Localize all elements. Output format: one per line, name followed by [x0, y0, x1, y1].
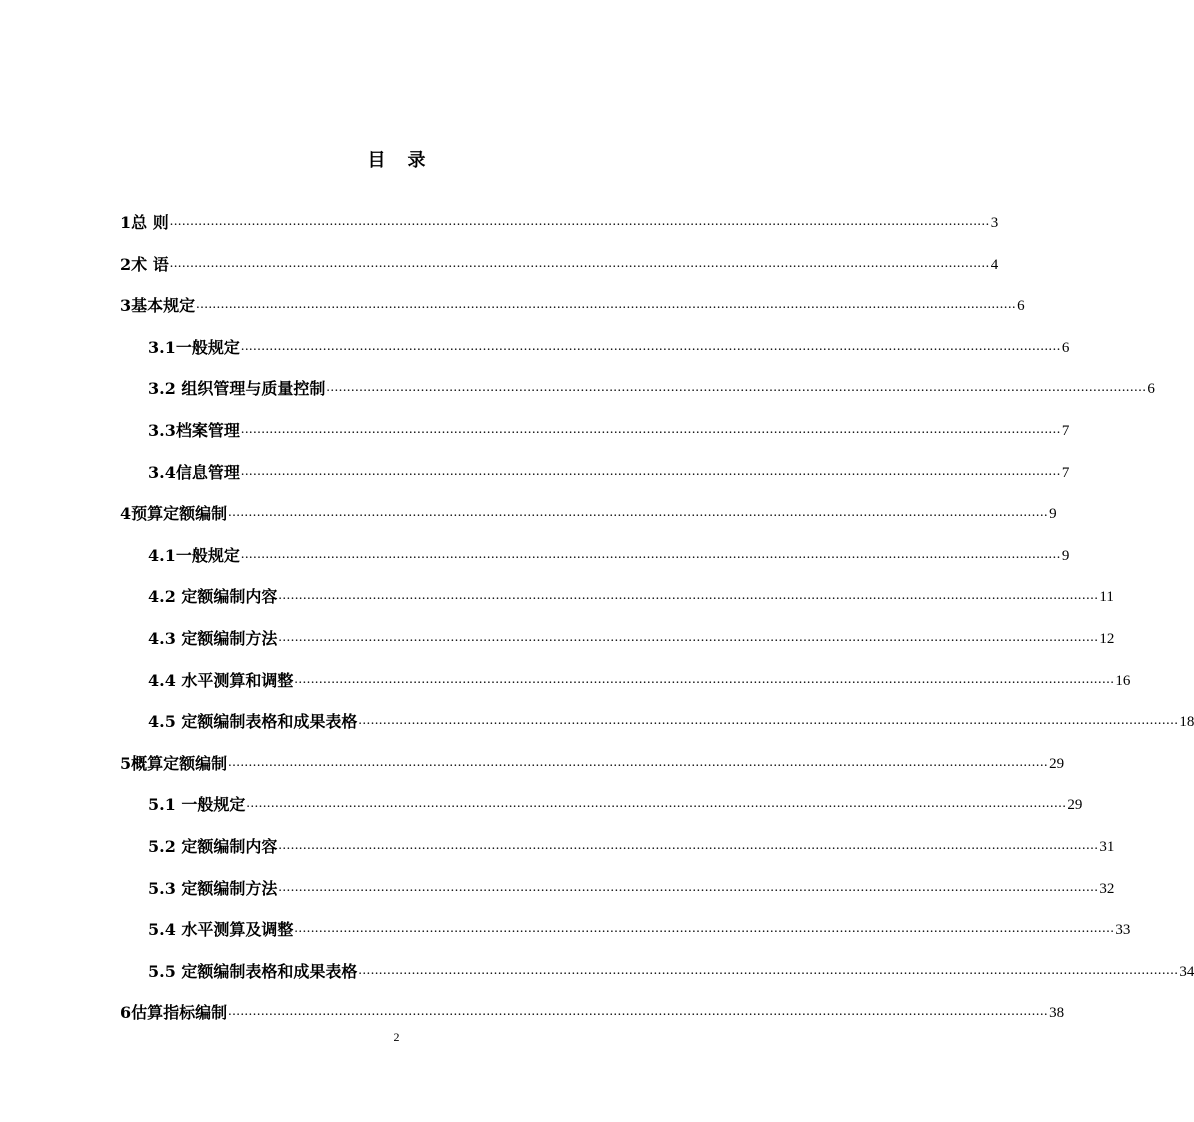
- toc-entry-page: 7: [1061, 464, 1070, 481]
- title-char-1: 目: [367, 150, 386, 171]
- toc-entry-number: 4.1: [148, 545, 176, 565]
- toc-entry-page: 32: [1099, 880, 1115, 897]
- toc-leader-dots: ........................................................................................................................................................................................................: [278, 630, 1099, 645]
- toc-entry-label: 一般规定: [175, 337, 240, 357]
- toc-leader-dots: ........................................................................................................................................................................................................: [228, 754, 1049, 770]
- title-char-2: 录: [407, 150, 426, 171]
- toc-entry-page: 9: [1061, 547, 1070, 564]
- toc-entry-page: 34: [1179, 963, 1194, 980]
- toc-entry-label: 水平测算及调整: [175, 920, 294, 940]
- toc-entry[interactable]: [120, 498, 1057, 524]
- toc-leader-dots: ........................................................................................................................................................................................................: [326, 380, 1147, 396]
- toc-entry-label: 定额编制方法: [175, 878, 278, 898]
- toc-entry[interactable]: [148, 873, 1115, 899]
- toc-entry-label: 定额编制表格和成果表格: [175, 712, 358, 732]
- toc-entry-page: 3: [990, 215, 999, 231]
- toc-entry-page: 4: [990, 256, 999, 273]
- toc-entry-page: 31: [1099, 839, 1115, 855]
- toc-entry[interactable]: [148, 914, 1131, 940]
- toc-entry-number: 4.5: [148, 712, 176, 732]
- toc-leader-dots: ........................................................................................................................................................................................................: [358, 713, 1179, 729]
- page-number: 2: [393, 1030, 400, 1044]
- toc-entry-label: 定额编制表格和成果表格: [175, 961, 358, 981]
- toc-entry-page: 33: [1115, 922, 1131, 939]
- toc-entry-number: 3: [120, 296, 132, 316]
- toc-leader-dots: ........................................................................................................................................................................................................: [246, 796, 1067, 812]
- toc-entry-label: 定额编制内容: [175, 587, 278, 607]
- toc-entry-page: 16: [1115, 672, 1131, 689]
- toc-entry-number: 4.4: [148, 670, 176, 690]
- toc-leader-dots: ........................................................................................................................................................................................................: [240, 546, 1061, 562]
- toc-entry-label: 定额编制方法: [175, 629, 278, 648]
- toc-entry[interactable]: [148, 665, 1131, 691]
- toc-entry-page: 7: [1061, 423, 1070, 439]
- toc-leader-dots: ........................................................................................................................................................................................................: [294, 921, 1115, 937]
- toc-entry-number: 3.1: [148, 337, 176, 357]
- toc-entry[interactable]: [148, 415, 1070, 441]
- toc-entry-label: 一般规定: [175, 545, 240, 565]
- toc-leader-dots: ........................................................................................................................................................................................................: [169, 214, 990, 229]
- toc-entry[interactable]: [148, 623, 1115, 649]
- toc-leader-dots: ........................................................................................................................................................................................................: [240, 463, 1061, 479]
- toc-entry-number: 1: [120, 213, 132, 232]
- toc-entry-number: 4.3: [148, 629, 176, 648]
- toc-entry-number: 4: [120, 504, 132, 524]
- toc-entry-label: 估算指标编制: [131, 1003, 228, 1023]
- toc-leader-dots: ........................................................................................................................................................................................................: [278, 588, 1099, 604]
- toc-entry[interactable]: [120, 207, 999, 233]
- toc-entry-page: 9: [1049, 506, 1057, 523]
- toc-leader-dots: ........................................................................................................................................................................................................: [240, 338, 1061, 354]
- toc-leader-dots: ........................................................................................................................................................................................................: [196, 297, 1017, 313]
- toc-entry[interactable]: [148, 373, 1155, 399]
- toc-entry-number: 5.5: [148, 961, 176, 981]
- toc-leader-dots: ........................................................................................................................................................................................................: [278, 838, 1099, 853]
- toc-entry-number: 5.2: [148, 837, 176, 856]
- toc-entry-number: 3.4: [148, 462, 176, 482]
- toc-entry-label: 总 则: [131, 213, 169, 232]
- toc-entry-number: 5.1: [148, 795, 176, 815]
- toc-entry-number: 3.3: [148, 421, 176, 440]
- toc-entry-label: 定额编制内容: [175, 837, 278, 856]
- toc-leader-dots: ........................................................................................................................................................................................................: [169, 255, 990, 271]
- toc-entry-number: 2: [120, 254, 132, 274]
- toc-entry-label: 术 语: [131, 254, 169, 274]
- toc-entry-page: 12: [1099, 631, 1115, 647]
- toc-entry-page: 29: [1067, 797, 1083, 814]
- toc-leader-dots: ........................................................................................................................................................................................................: [358, 962, 1179, 978]
- toc-entry[interactable]: [120, 249, 999, 275]
- toc-entry[interactable]: [148, 457, 1070, 483]
- toc-entry-number: 5.3: [148, 878, 176, 898]
- toc-entry-number: 3.2: [148, 379, 176, 399]
- toc-entry[interactable]: [148, 540, 1070, 566]
- toc-entry[interactable]: [120, 997, 1065, 1023]
- toc-entry-label: 水平测算和调整: [175, 670, 294, 690]
- toc-entry-page: 38: [1049, 1005, 1065, 1022]
- toc-entry-label: 概算定额编制: [131, 753, 228, 773]
- toc-entry-number: 5: [120, 753, 132, 773]
- toc-leader-dots: ........................................................................................................................................................................................................: [278, 879, 1099, 895]
- toc-entry-page: 18: [1179, 714, 1194, 731]
- toc-entry[interactable]: [148, 789, 1083, 815]
- toc-entry-number: 5.4: [148, 920, 176, 940]
- toc-entry-number: 6: [120, 1003, 132, 1023]
- toc-entry-label: 组织管理与质量控制: [175, 379, 326, 399]
- toc-entry[interactable]: [120, 748, 1065, 774]
- toc-entry[interactable]: [148, 581, 1114, 607]
- toc-entry-number: 4.2: [148, 587, 176, 607]
- toc-entry[interactable]: [120, 290, 1025, 316]
- toc-entry-label: 档案管理: [175, 421, 240, 440]
- toc-leader-dots: ........................................................................................................................................................................................................: [240, 422, 1061, 437]
- toc-leader-dots: ........................................................................................................................................................................................................: [228, 505, 1049, 521]
- toc-entry-page: 6: [1147, 381, 1155, 398]
- toc-entry[interactable]: [148, 831, 1115, 857]
- toc-entry-label: 信息管理: [175, 462, 240, 482]
- page-title: [0, 146, 793, 172]
- toc-entry-page: 29: [1049, 755, 1065, 772]
- toc-entry-page: 6: [1061, 339, 1070, 356]
- toc-leader-dots: ........................................................................................................................................................................................................: [228, 1004, 1049, 1020]
- toc-entry[interactable]: [148, 706, 1194, 732]
- toc-entry-page: 6: [1017, 298, 1025, 315]
- toc-leader-dots: ........................................................................................................................................................................................................: [294, 671, 1115, 687]
- toc-entry[interactable]: [148, 956, 1194, 982]
- toc-entry-label: 基本规定: [131, 296, 196, 316]
- toc-entry-label: 预算定额编制: [131, 504, 228, 524]
- toc-entry-page: 11: [1099, 589, 1114, 606]
- toc-entry-label: 一般规定: [175, 795, 246, 815]
- toc-entry[interactable]: [148, 332, 1070, 358]
